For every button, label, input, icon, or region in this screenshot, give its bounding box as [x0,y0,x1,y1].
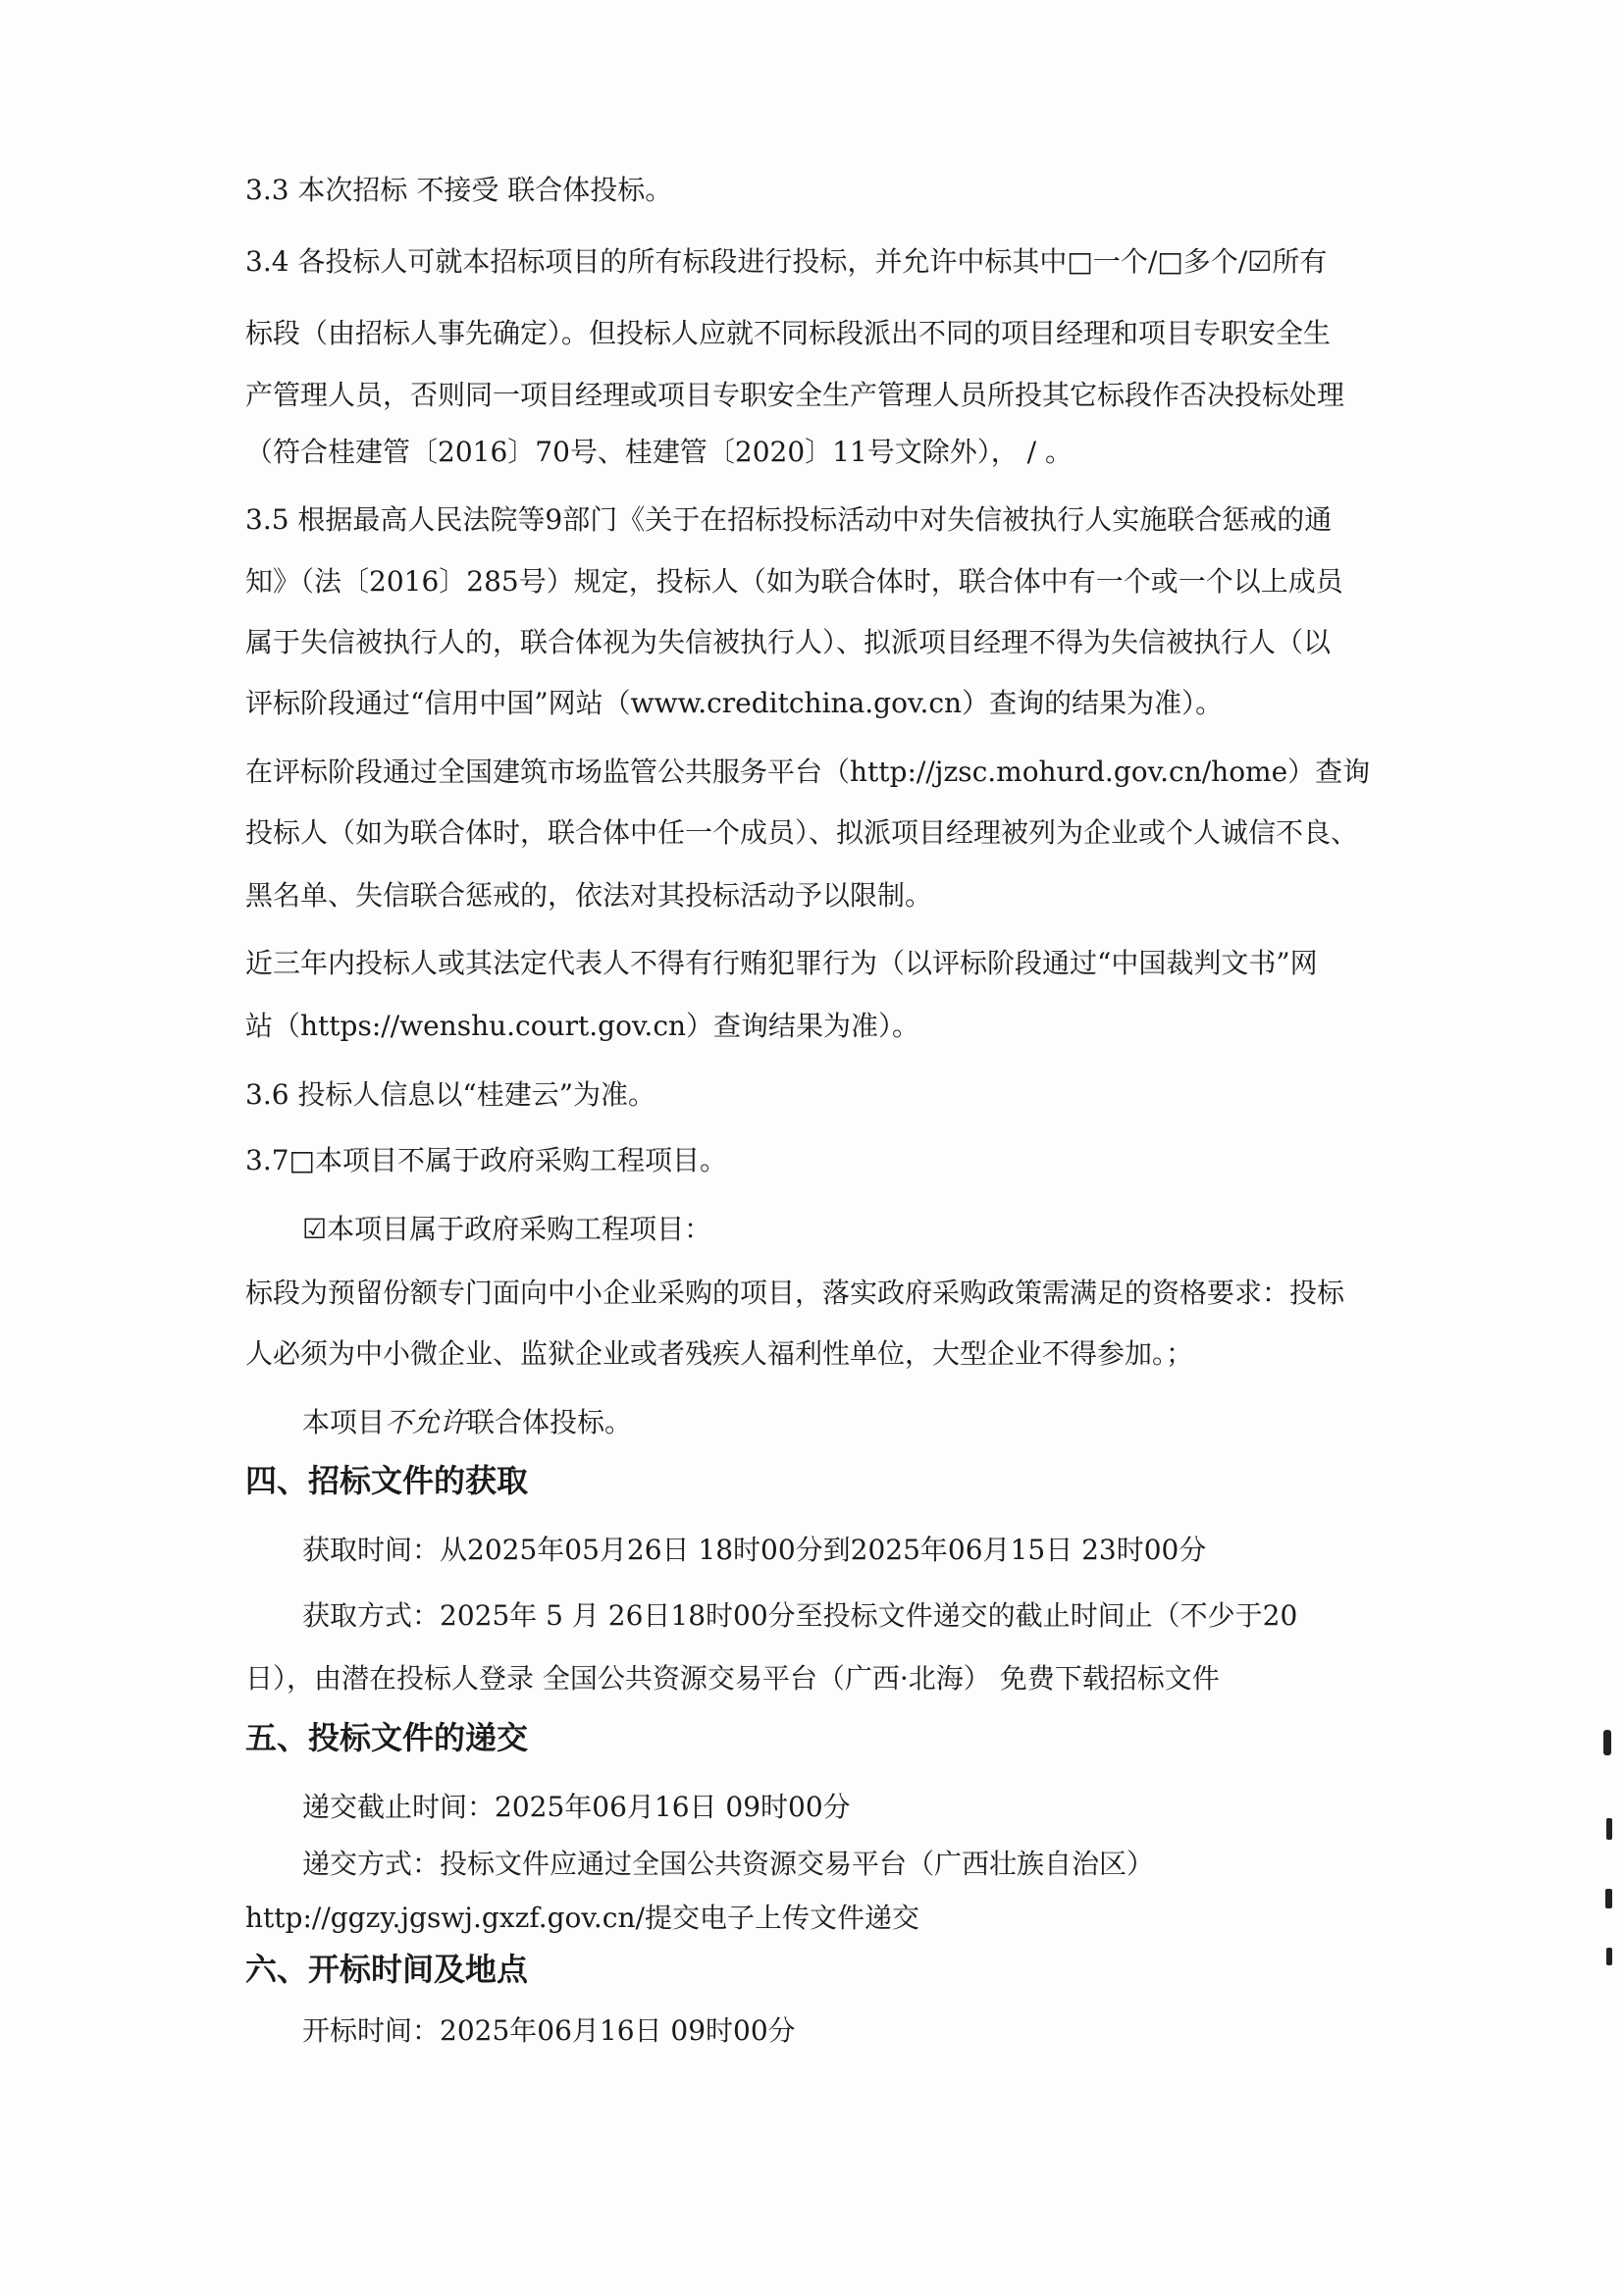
consortium-note-handwritten: 不允许 [385,1406,468,1438]
clause-3-4-line-1: 3.4 各投标人可就本招标项目的所有标段进行投标，并允许中标其中□一个/□多个/☑所有 [245,245,1328,278]
obtain-method-line-1: 获取方式：2025年 5 月 26日18时00分至投标文件递交的截止时间止（不少于20 [302,1599,1298,1632]
clause-3-3: 3.3 本次招标 不接受 联合体投标。 [245,174,673,206]
scan-edge-mark [1605,1889,1612,1908]
clause-3-5-line-8: 近三年内投标人或其法定代表人不得有行贿犯罪行为（以评标阶段通过“中国裁判文书”网 [245,947,1318,979]
scan-edge-mark [1603,1730,1611,1755]
scan-edge-mark [1606,1948,1612,1965]
clause-3-7: 3.7□本项目不属于政府采购工程项目。 [245,1144,727,1176]
clause-3-5-line-4: 评标阶段通过“信用中国”网站（www.creditchina.gov.cn）查询的结果为准）。 [245,687,1224,719]
clause-3-5-line-1: 3.5 根据最高人民法院等9部门《关于在招标投标活动中对失信被执行人实施联合惩戒的通 [245,503,1333,536]
clause-3-4-line-2: 标段（由招标人事先确定）。但投标人应就不同标段派出不同的项目经理和项目专职安全生 [245,317,1332,349]
obtain-method-line-2: 日），由潜在投标人登录 全国公共资源交易平台（广西·北海） 免费下载招标文件 [245,1662,1220,1695]
clause-3-5-line-7: 黑名单、失信联合惩戒的，依法对其投标活动予以限制。 [245,879,933,912]
section-heading-6: 六、开标时间及地点 [245,1951,529,1988]
section-heading-4: 四、招标文件的获取 [245,1462,529,1499]
clause-3-6: 3.6 投标人信息以“桂建云”为准。 [245,1078,656,1111]
consortium-note-prefix: 本项目 [302,1406,386,1438]
clause-3-4-line-3: 产管理人员，否则同一项目经理或项目专职安全生产管理人员所投其它标段作否决投标处理 [245,379,1345,411]
clause-3-4-line-4: （符合桂建管〔2016〕70号、桂建管〔2020〕11号文除外）， / 。 [245,436,1074,468]
clause-3-5-line-6: 投标人（如为联合体时，联合体中任一个成员）、拟派项目经理被列为企业或个人诚信不良、 [245,816,1359,849]
scan-edge-mark [1606,1818,1612,1840]
opening-time: 开标时间：2025年06月16日 09时00分 [302,2014,796,2047]
consortium-note [302,1403,1398,1442]
clause-3-7-line-1: 标段为预留份额专门面向中小企业采购的项目，落实政府采购政策需满足的资格要求：投标 [245,1277,1345,1309]
submit-method-line-2: http://ggzy.jgswj.gxzf.gov.cn/提交电子上传文件递交 [245,1902,919,1934]
clause-3-7-checked: ☑本项目属于政府采购工程项目： [302,1213,712,1245]
obtain-time: 获取时间：从2025年05月26日 18时00分到2025年06月15日 23时00分 [302,1534,1207,1566]
clause-3-5-line-5: 在评标阶段通过全国建筑市场监管公共服务平台（http://jzsc.mohurd.gov.cn/home）查询 [245,756,1371,788]
consortium-note-suffix: 联合体投标。 [467,1406,633,1438]
clause-3-5-line-9: 站（https://wenshu.court.gov.cn）查询结果为准）。 [245,1010,920,1042]
clause-3-5-line-3: 属于失信被执行人的，联合体视为失信被执行人）、拟派项目经理不得为失信被执行人（以 [245,626,1332,658]
clause-3-5-line-2: 知》（法〔2016〕285号）规定，投标人（如为联合体时，联合体中有一个或一个以上成员 [245,565,1343,598]
submit-deadline: 递交截止时间：2025年06月16日 09时00分 [302,1791,851,1823]
clause-3-7-line-2: 人必须为中小微企业、监狱企业或者残疾人福利性单位，大型企业不得参加。； [245,1337,1194,1370]
section-heading-5: 五、投标文件的递交 [245,1719,529,1756]
submit-method-line-1: 递交方式：投标文件应通过全国公共资源交易平台（广西壮族自治区） [302,1848,1155,1880]
